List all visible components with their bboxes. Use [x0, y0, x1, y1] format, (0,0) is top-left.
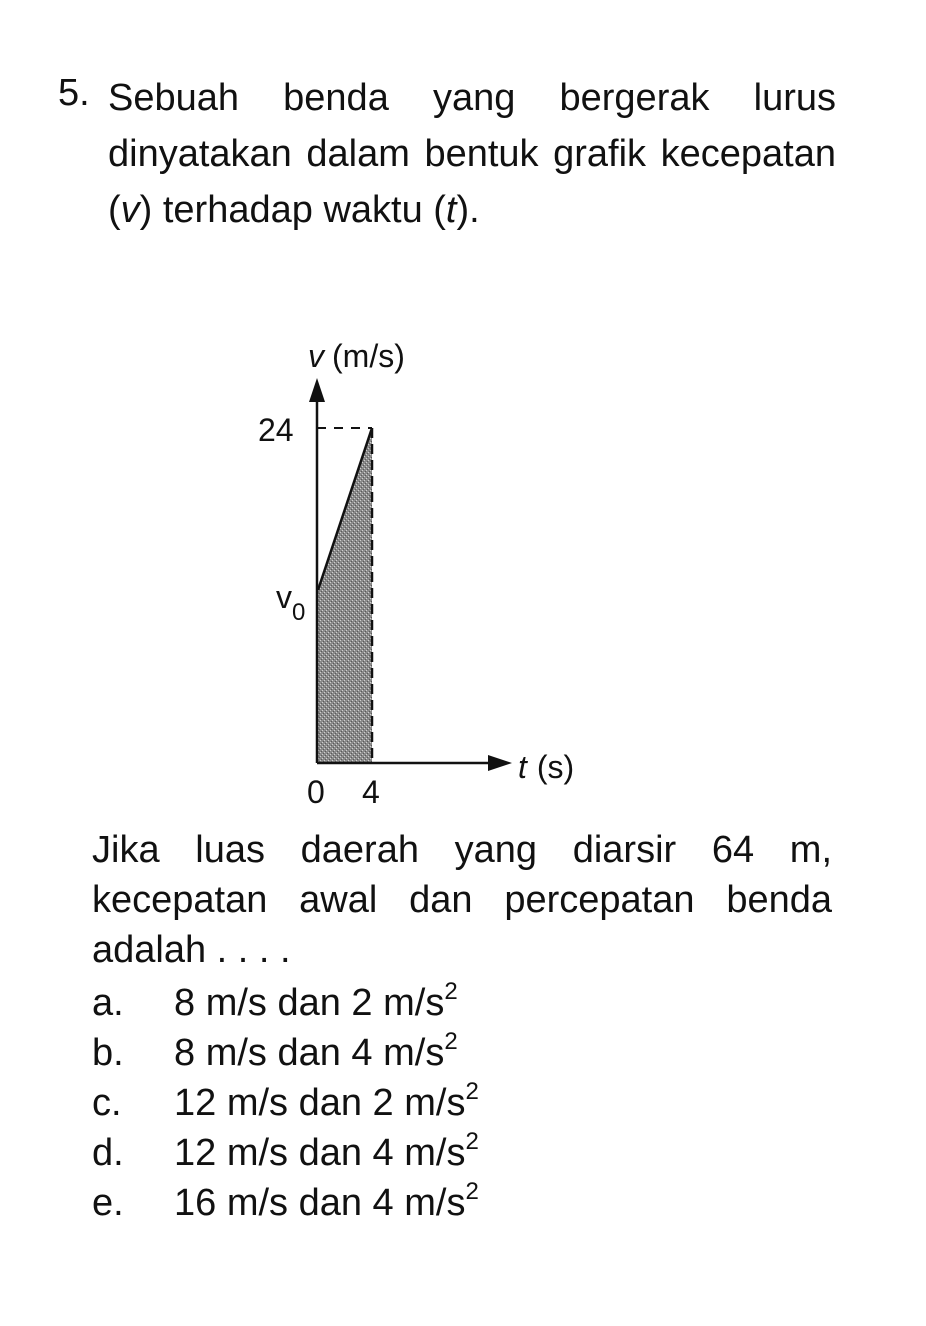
option-a[interactable]: [92, 978, 792, 1028]
option-letter: e.: [92, 1182, 124, 1224]
option-d[interactable]: [92, 1128, 792, 1178]
option-text: 12 m/s dan 4 $m/s^2$: [174, 1128, 479, 1174]
shaded-area: [318, 428, 372, 763]
x-axis-var: t: [518, 749, 527, 785]
option-letter: c.: [92, 1082, 122, 1124]
x-axis-label: [518, 749, 574, 785]
option-c[interactable]: [92, 1078, 792, 1128]
v0-var: v: [276, 579, 292, 615]
x-tick-4: 4: [362, 774, 380, 810]
option-letter: b.: [92, 1032, 124, 1074]
option-letter: a.: [92, 982, 124, 1024]
y-tick-24: 24: [258, 412, 294, 448]
stem-text-2: ) terhadap waktu (: [139, 189, 446, 231]
y-axis-arrow: [309, 378, 325, 402]
stem-text-3: ).: [456, 189, 480, 231]
y-axis-var: v: [308, 338, 324, 374]
stem-var-v: v: [120, 189, 140, 231]
option-b[interactable]: [92, 1028, 792, 1078]
v0-subscript: 0: [292, 599, 306, 626]
y-axis-label: [308, 338, 405, 374]
stem-var-t: t: [445, 189, 457, 231]
question-number: 5.: [58, 72, 90, 114]
x-tick-0: 0: [307, 774, 325, 810]
x-axis-arrow: [488, 755, 512, 771]
option-text: 8 m/s dan 4 $m/s^2$: [174, 1028, 458, 1074]
option-text: 16 m/s dan 4 $m/s^2$: [174, 1178, 479, 1224]
question-text: Jika luas daerah yang diarsir 64 m, kecepatan awal dan percepatan benda adalah . . . .: [92, 829, 832, 971]
y-axis-unit: (m/s): [332, 338, 405, 374]
x-axis-unit: (s): [536, 749, 575, 785]
option-e[interactable]: [92, 1178, 792, 1228]
stem-text-1: Sebuah benda yang bergerak lurus dinyatakan dalam bentuk grafik kecepatan (: [108, 77, 836, 231]
answer-options: [92, 978, 792, 1228]
option-text: 12 m/s dan 2 $m/s^2$: [174, 1078, 479, 1124]
option-text: 8 m/s dan 2 $m/s^2$: [174, 978, 458, 1024]
v0-label: [276, 579, 305, 626]
option-letter: d.: [92, 1132, 124, 1174]
